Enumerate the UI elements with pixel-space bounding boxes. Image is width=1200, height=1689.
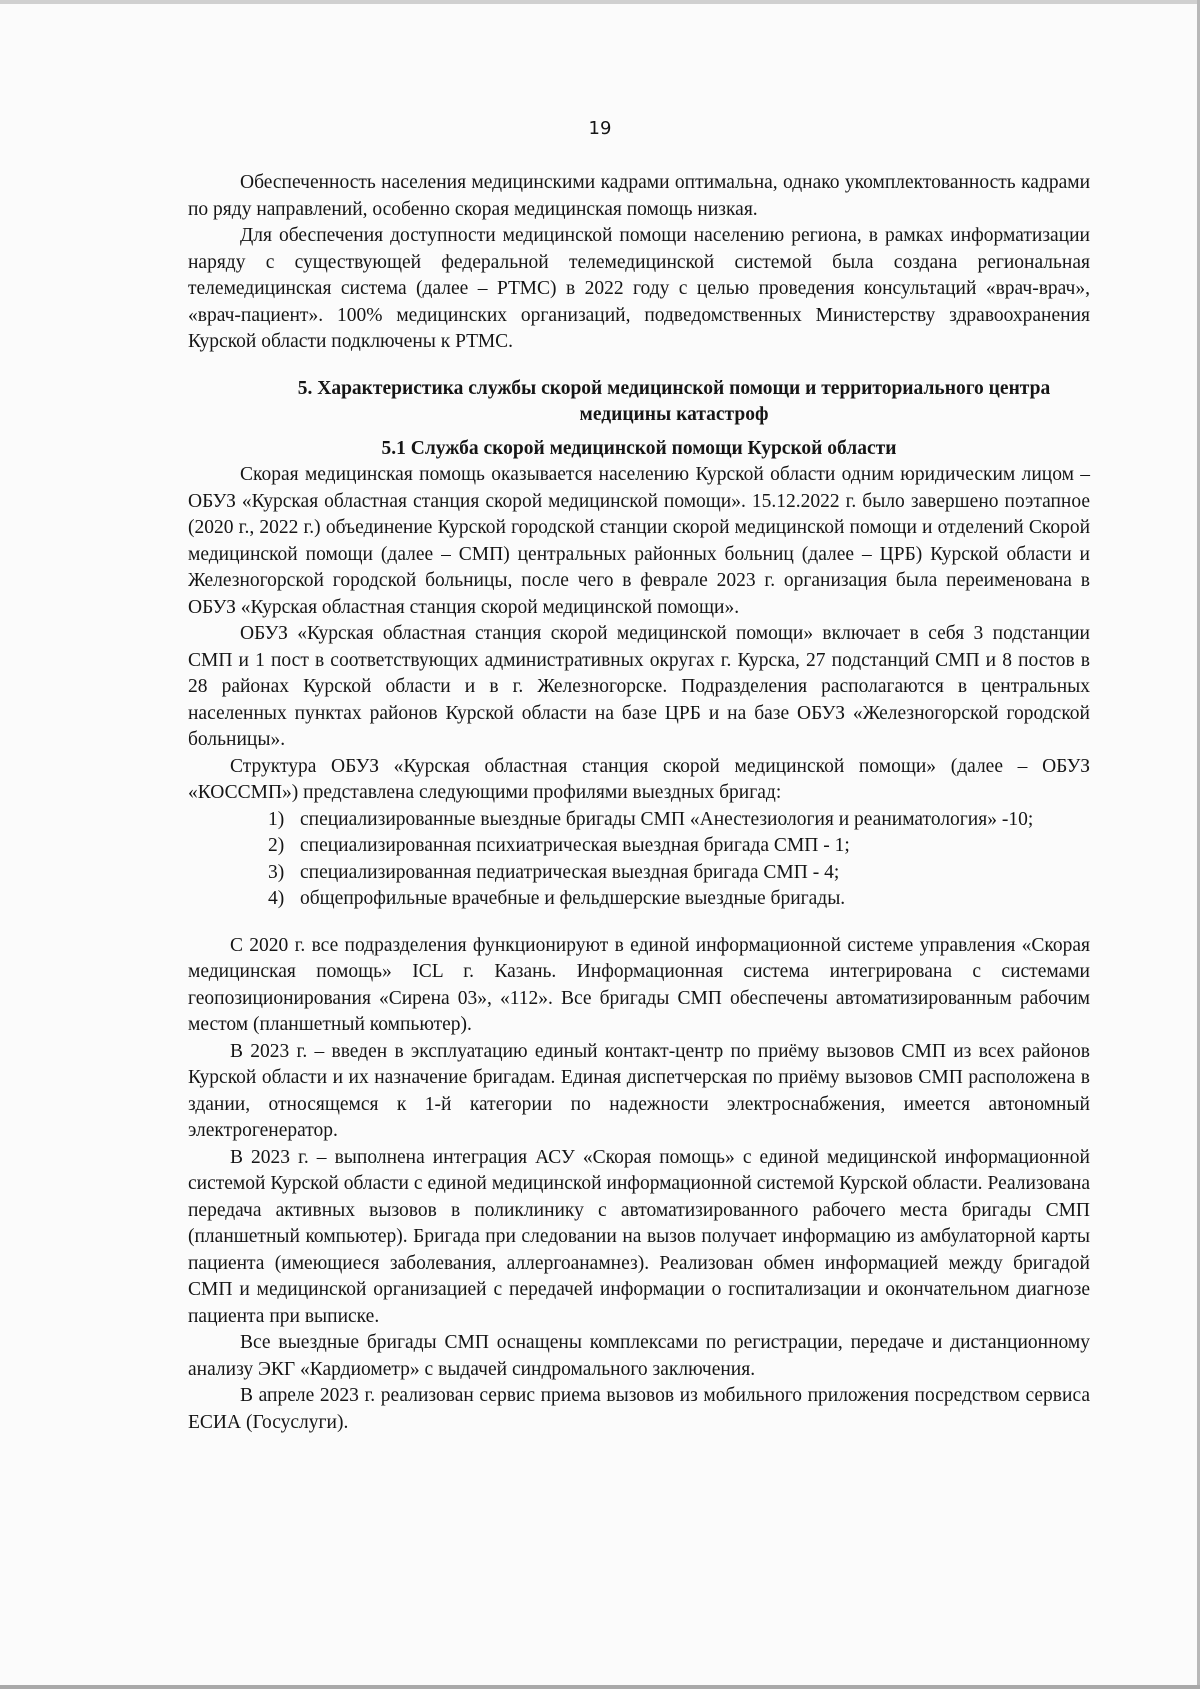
list-item <box>268 860 1090 887</box>
paragraph: Скорая медицинская помощь оказывается населению Курской области одним юридическим лицом – ОБУЗ «Курская областная станция скорой медицинской помощи». 15.12.2022 г. было завершено поэтапное (2020 г., 2022 г.) объединение Курской городской станции скорой медицинской помощи и отделений Скорой медицинской помощи (далее – СМП) центральных районных больниц (далее – ЦРБ) Курской области и Железногорской городской больницы, после чего в феврале 2023 г. организация была переименована в ОБУЗ «Курская областная станция скорой медицинской помощи». <box>188 464 1090 618</box>
section-heading: 5. Характеристика службы скорой медицинской помощи и территориального центра медицины катастроф <box>297 377 1051 425</box>
paragraph: Структура ОБУЗ «Курская областная станция скорой медицинской помощи» (далее – ОБУЗ «КОССМП») представлена следующими профилями выездных бригад: <box>188 755 1090 803</box>
subsection-heading: 5.1 Служба скорой медицинской помощи Курской области <box>381 437 897 459</box>
paragraph: Для обеспечения доступности медицинской помощи населению региона, в рамках информатизации наряду с существующей федеральной телемедицинской системой была создана региональная телемедицинская система (далее – РТМС) в 2022 году с целью проведения консультаций «врач-врач», «врач-пациент». 100% медицинских организаций, подведомственных Министерству здравоохранения Курской области подключены к РТМС. <box>188 225 1090 352</box>
document-body <box>188 170 1090 1436</box>
paragraph: ОБУЗ «Курская областная станция скорой медицинской помощи» включает в себя 3 подстанции СМП и 1 пост в соответствующих административных округах г. Курска, 27 подстанций СМП и 8 постов в 28 районах Курской области и в г. Железногорске. Подразделения располагаются в центральных населенных пунктах районов Курской области на базе ЦРБ и на базе ОБУЗ «Железногорской городской больницы». <box>188 623 1090 750</box>
list-item-number: 2) <box>268 835 285 856</box>
scan-top-edge <box>0 0 1200 4</box>
paragraph: Все выездные бригады СМП оснащены комплексами по регистрации, передаче и дистанционному анализу ЭКГ «Кардиометр» с выдачей синдромального заключения. <box>188 1332 1090 1380</box>
brigade-list <box>188 807 1090 913</box>
list-item-number: 1) <box>268 808 285 830</box>
list-item <box>268 807 1090 834</box>
page-number: 19 <box>588 118 612 139</box>
paragraph: В апреле 2023 г. реализован сервис приема вызовов из мобильного приложения посредством сервиса ЕСИА (Госуслуги). <box>188 1385 1090 1433</box>
list-item-number: 3) <box>268 861 285 883</box>
list-item-text: специализированные выездные бригады СМП «Анестезиология и реаниматология» -10; <box>300 808 1034 830</box>
paragraph: С 2020 г. все подразделения функционируют в единой информационной системе управления «Скорая медицинская помощь» ICL г. Казань. Информационная система интегрирована с системами геопозиционирования «Сирена 03», «112». Все бригады СМП обеспечены автоматизированным рабочим местом (планшетный компьютер). <box>188 934 1090 1035</box>
scan-bottom-edge <box>0 1685 1200 1689</box>
list-item-number: 4) <box>268 888 285 909</box>
paragraph: Обеспеченность населения медицинскими кадрами оптимальна, однако укомплектованность кадрами по ряду направлений, особенно скорая медицинская помощь низкая. <box>188 172 1090 220</box>
list-item-text: специализированная психиатрическая выездная бригада СМП - 1; <box>300 835 850 856</box>
paragraph: В 2023 г. – выполнена интеграция АСУ «Скорая помощь» с единой медицинской информационной системой Курской области с единой медицинской информационной системой Курской области. Реализована передача активных вызовов в поликлинику с автоматизированного рабочего места бригады СМП (планшетный компьютер). Бригада при следовании на вызов получает информацию из амбулаторной карты пациента (имеющиеся заболевания, аллергоанамнез). Реализован обмен информацией между бригадой СМП и медицинской организацией с передачей информации о госпитализации и окончательном диагнозе пациента при выписке. <box>188 1146 1090 1327</box>
list-item-text: общепрофильные врачебные и фельдшерские выездные бригады. <box>300 888 846 909</box>
list-item <box>268 833 1090 860</box>
paragraph: В 2023 г. – введен в эксплуатацию единый контакт-центр по приёму вызовов СМП из всех районов Курской области и их назначение бригадам. Единая диспетчерская по приёму вызовов СМП расположена в здании, относящемся к 1-й категории по надежности электроснабжения, имеется автономный электрогенератор. <box>188 1040 1090 1141</box>
list-item <box>268 886 1090 913</box>
spacer <box>188 913 1090 933</box>
list-item-text: специализированная педиатрическая выездная бригада СМП - 4; <box>300 861 840 883</box>
